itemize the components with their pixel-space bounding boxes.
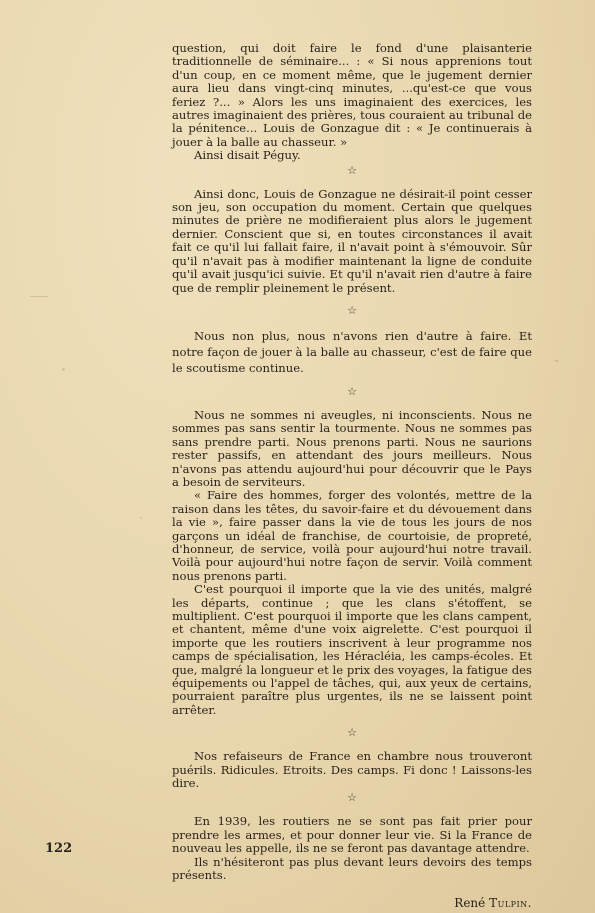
author-last-name: Tulpin. <box>489 895 532 910</box>
paragraph: En 1939, les routiers ne se sont pas fait prier pour prendre les armes, et pour donner leur vie. Si la France de nouveau les appelle, ils ne se feront pas davantage attendre. <box>172 814 532 856</box>
section-separator: ☆ <box>347 384 357 398</box>
author-signature <box>172 897 532 910</box>
section-separator: ☆ <box>347 163 357 177</box>
paragraph: question, qui doit faire le fond d'une plaisanterie traditionnelle de séminaire... : « Si nous apprenions tout d'un coup, en ce moment même, que le jugement dernier aura lieu dans vingt-cinq minutes, ...qu'est-ce que vous feriez ?... » Alors les uns imaginaient des exercices, les autres imaginaient des prières, tous couraient au tribunal de la pénitence... Louis de Gonzague dit : « Je continuerais à jouer à la balle au chasseur. » <box>172 41 532 149</box>
section-separator: ☆ <box>347 726 357 740</box>
section-separator: ☆ <box>347 791 357 805</box>
article-column <box>172 42 532 910</box>
page-number: 122 <box>45 841 73 856</box>
paper-fleck <box>30 296 48 297</box>
paragraph: Nos refaiseurs de France en chambre nous trouveront puérils. Ridicules. Etroits. Des camps. Fi donc ! Laissons-les dire. <box>172 749 532 791</box>
section-separator: ☆ <box>347 303 357 317</box>
paragraph: Ils n'hésiteront pas plus devant leurs devoirs des temps présents. <box>172 854 532 883</box>
paragraph: « Faire des hommes, forger des volontés, mettre de la raison dans les têtes, du savoir-faire et du dévouement dans la vie », faire passer dans la vie de tous les jours de nos garçons un idéal de franchise, de courtoisie, de propreté, d'honneur, de service, voilà pour aujourd'hui notre travail. Voilà pour aujourd'hui notre façon de servir. Voilà comment nous prenons parti. <box>172 488 532 583</box>
author-first-name: René <box>454 895 486 910</box>
paragraph: Nous non plus, nous n'avons rien d'autre à faire. Et notre façon de jouer à la balle au chasseur, c'est de faire que le scoutisme continue. <box>172 328 532 375</box>
paragraph: Nous ne sommes ni aveugles, ni inconscients. Nous ne sommes pas sans sentir la tourmente. Nous ne sommes pas sans prendre parti. Nous prenons parti. Nous ne saurions rester passifs, en attendant des jours meilleurs. Nous n'avons pas attendu aujourd'hui pour découvrir que le Pays a besoin de serviteurs. <box>172 407 532 489</box>
paper-fleck <box>140 517 142 519</box>
paper-fleck <box>62 368 65 371</box>
paragraph: C'est pourquoi il importe que la vie des unités, malgré les départs, continue ; que les clans s'étoffent, se multiplient. C'est pourquoi il importe que les clans campent, et chantent, même d'une voix aigrelette. C'est pourquoi il importe que les routiers inscrivent à leur programme nos camps de spécialisation, les Héracléia, les camps-écoles. Et que, malgré la longueur et le prix des voyages, la fatigue des équipements ou l'appel de tâches, qui, aux yeux de certains, pourraient paraître plus urgentes, ils ne se laissent point arrêter. <box>172 582 532 717</box>
paper-fleck <box>555 360 558 362</box>
paragraph: Ainsi donc, Louis de Gonzague ne désirait-il point cesser son jeu, son occupation du moment. Certain que quelques minutes de prière ne modifieraient plus alors le jugement dernier. Conscient que si, en toutes circonstances il avait fait ce qu'il lui fallait faire, il n'avait point à s'émouvoir. Sûr qu'il n'avait pas à modifier maintenant la ligne de conduite qu'il avait jusqu'ici suivie. Et qu'il n'avait rien d'autre à faire que de remplir pleinement le présent. <box>172 186 532 295</box>
paragraph: Ainsi disait Péguy. <box>194 148 301 163</box>
